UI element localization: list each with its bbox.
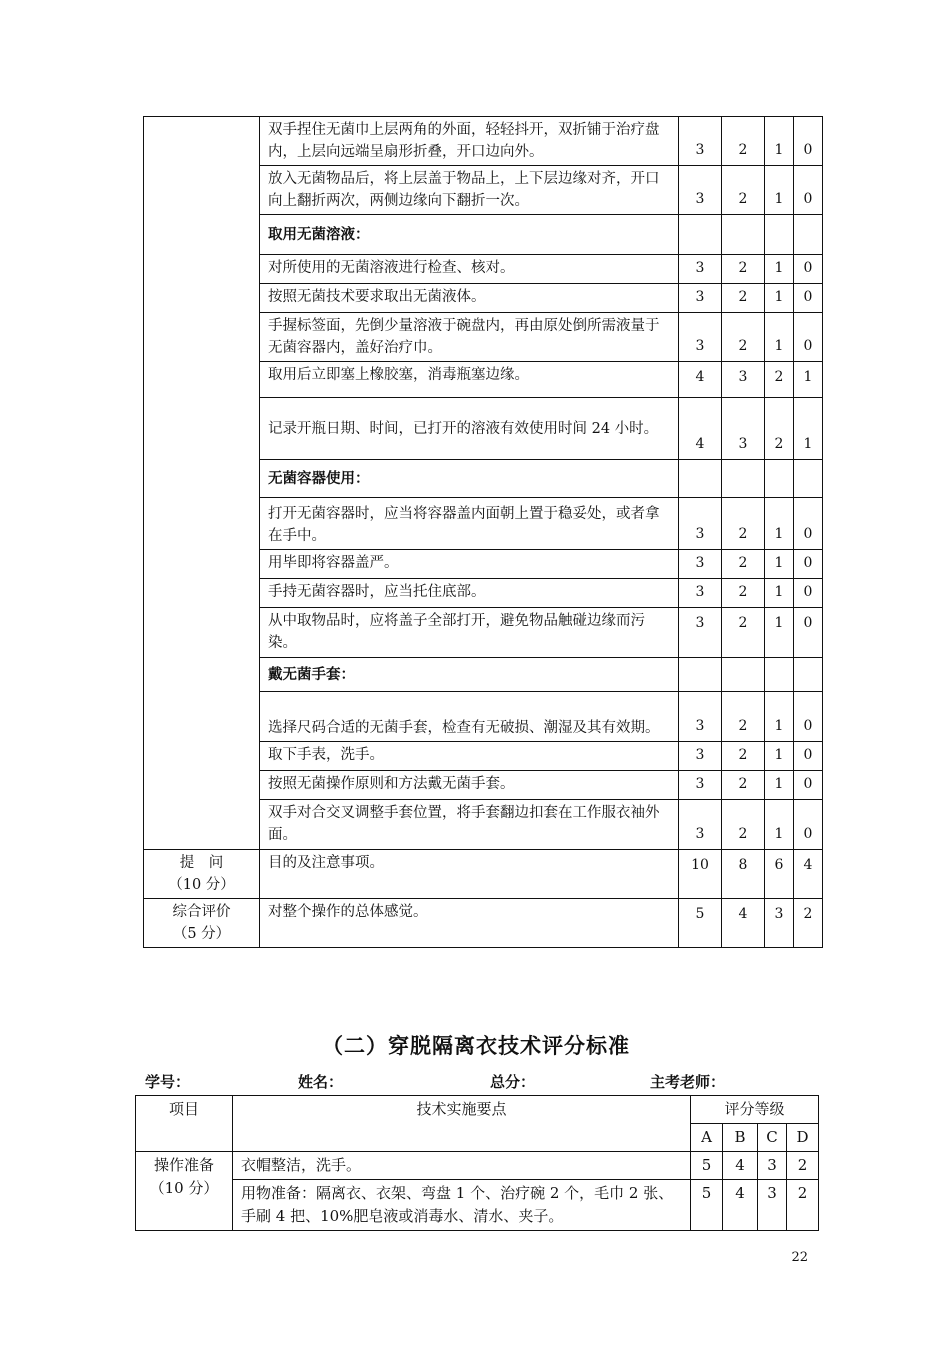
score-c: 3 xyxy=(758,1152,787,1180)
score-a: 3 xyxy=(679,498,722,550)
step-text: 记录开瓶日期、时间，已打开的溶液有效使用时间 24 小时。 xyxy=(260,398,679,460)
score-c: 2 xyxy=(765,362,794,398)
section-title: （二）穿脱隔离衣技术评分标准 xyxy=(322,1033,630,1058)
score-a: 3 xyxy=(679,800,722,850)
step-text: 从中取物品时，应将盖子全部打开，避免物品触碰边缘而污染。 xyxy=(260,608,679,658)
score-c: 1 xyxy=(765,550,794,579)
score-d: 1 xyxy=(794,398,823,460)
step-text: 取下手表，洗手。 xyxy=(260,742,679,771)
step-text: 手持无菌容器时，应当托住底部。 xyxy=(260,579,679,608)
score-b: 2 xyxy=(722,608,765,658)
score-c: 1 xyxy=(765,771,794,800)
score-b: 2 xyxy=(722,255,765,284)
category-points: （10 分） xyxy=(168,877,235,893)
score-b: 8 xyxy=(722,850,765,899)
section-heading: 无菌容器使用： xyxy=(260,460,679,498)
step-text: 用物准备：隔离衣、衣架、弯盘 1 个、治疗碗 2 个，毛巾 2 张、手刷 4 把、10%肥皂液或消毒水、清水、夹子。 xyxy=(233,1180,691,1231)
score-d: 0 xyxy=(794,608,823,658)
table-row xyxy=(136,1180,819,1231)
category-cell xyxy=(136,1152,233,1231)
step-text: 双手捏住无菌巾上层两角的外面，轻轻抖开，双折铺于治疗盘内，上层向远端呈扇形折叠，开口边向外。 xyxy=(260,117,679,166)
grade-b: B xyxy=(723,1124,758,1152)
score-b: 2 xyxy=(722,800,765,850)
score-b: 2 xyxy=(722,579,765,608)
score-c: 1 xyxy=(765,742,794,771)
isolation-gown-score-table xyxy=(135,1095,819,1231)
step-text: 目的及注意事项。 xyxy=(260,850,679,899)
header-row xyxy=(136,1096,819,1124)
score-b: 4 xyxy=(723,1180,758,1231)
score-d: 0 xyxy=(794,771,823,800)
score-b: 2 xyxy=(722,742,765,771)
step-text: 对所使用的无菌溶液进行检查、核对。 xyxy=(260,255,679,284)
score-b: 3 xyxy=(722,398,765,460)
score-b: 2 xyxy=(722,284,765,313)
overall-category xyxy=(144,899,260,948)
score-c: 1 xyxy=(765,284,794,313)
score-d: 0 xyxy=(794,498,823,550)
score-a: 5 xyxy=(691,1152,723,1180)
step-text: 选择尺码合适的无菌手套，检查有无破损、潮湿及其有效期。 xyxy=(260,692,679,742)
score-c: 3 xyxy=(758,1180,787,1231)
score-b: 2 xyxy=(722,692,765,742)
score-a: 5 xyxy=(679,899,722,948)
score-c: 2 xyxy=(765,398,794,460)
score-d: 0 xyxy=(794,284,823,313)
step-text: 衣帽整洁，洗手。 xyxy=(233,1152,691,1180)
score-b: 2 xyxy=(722,313,765,362)
table-row xyxy=(144,117,823,166)
score-a: 3 xyxy=(679,255,722,284)
score-b: 2 xyxy=(722,550,765,579)
section-heading: 戴无菌手套： xyxy=(260,658,679,692)
score-a: 4 xyxy=(679,362,722,398)
score-a: 5 xyxy=(691,1180,723,1231)
score-c: 1 xyxy=(765,117,794,166)
score-d: 2 xyxy=(794,899,823,948)
sterile-technique-score-table xyxy=(143,116,823,948)
step-text: 取用后立即塞上橡胶塞，消毒瓶塞边缘。 xyxy=(260,362,679,398)
category-label: 综合评价 xyxy=(172,904,231,920)
step-text: 用毕即将容器盖严。 xyxy=(260,550,679,579)
score-b: 4 xyxy=(723,1152,758,1180)
score-b: 2 xyxy=(722,117,765,166)
score-d: 0 xyxy=(794,117,823,166)
header-grade: 评分等级 xyxy=(691,1096,819,1124)
grade-a: A xyxy=(691,1124,723,1152)
score-d: 0 xyxy=(794,255,823,284)
score-c: 1 xyxy=(765,608,794,658)
score-a: 3 xyxy=(679,313,722,362)
score-d: 4 xyxy=(794,850,823,899)
score-a: 3 xyxy=(679,550,722,579)
score-c: 6 xyxy=(765,850,794,899)
score-d: 1 xyxy=(794,362,823,398)
score-b: 4 xyxy=(722,899,765,948)
score-a: 3 xyxy=(679,166,722,215)
score-c: 1 xyxy=(765,313,794,362)
category-points: （10 分） xyxy=(149,1179,219,1197)
step-text: 手握标签面，先倒少量溶液于碗盘内，再由原处倒所需液量于无菌容器内，盖好治疗巾。 xyxy=(260,313,679,362)
score-d: 0 xyxy=(794,313,823,362)
step-text: 打开无菌容器时，应当将容器盖内面朝上置于稳妥处，或者拿在手中。 xyxy=(260,498,679,550)
step-text: 按照无菌技术要求取出无菌液体。 xyxy=(260,284,679,313)
step-text: 放入无菌物品后，将上层盖于物品上，上下层边缘对齐，开口向上翻折两次，两侧边缘向下翻折一次。 xyxy=(260,166,679,215)
examiner-label: 主考老师： xyxy=(650,1073,726,1091)
question-row xyxy=(144,850,823,899)
score-c: 1 xyxy=(765,800,794,850)
score-c: 1 xyxy=(765,166,794,215)
score-d: 0 xyxy=(794,742,823,771)
score-b: 2 xyxy=(722,771,765,800)
grade-d: D xyxy=(787,1124,819,1152)
header-points: 技术实施要点 xyxy=(233,1096,691,1152)
score-c: 1 xyxy=(765,692,794,742)
category-label: 操作准备 xyxy=(153,1156,214,1174)
page-number: 22 xyxy=(791,1250,808,1265)
score-b: 2 xyxy=(722,166,765,215)
total-score-label: 总分： xyxy=(490,1073,536,1091)
score-a: 3 xyxy=(679,771,722,800)
score-b: 2 xyxy=(722,498,765,550)
score-d: 0 xyxy=(794,579,823,608)
score-b: 3 xyxy=(722,362,765,398)
category-cell-empty xyxy=(144,117,260,850)
score-a: 3 xyxy=(679,742,722,771)
score-a: 10 xyxy=(679,850,722,899)
score-d: 0 xyxy=(794,166,823,215)
step-text: 双手对合交叉调整手套位置，将手套翻边扣套在工作服衣袖外面。 xyxy=(260,800,679,850)
score-a: 3 xyxy=(679,284,722,313)
score-a: 4 xyxy=(679,398,722,460)
score-a: 3 xyxy=(679,117,722,166)
score-c: 1 xyxy=(765,498,794,550)
step-text: 按照无菌操作原则和方法戴无菌手套。 xyxy=(260,771,679,800)
score-c: 3 xyxy=(765,899,794,948)
name-label: 姓名： xyxy=(298,1073,344,1091)
score-c: 1 xyxy=(765,255,794,284)
score-a: 3 xyxy=(679,608,722,658)
score-c: 1 xyxy=(765,579,794,608)
score-a: 3 xyxy=(679,692,722,742)
score-d: 0 xyxy=(794,800,823,850)
question-category xyxy=(144,850,260,899)
student-number-label: 学号： xyxy=(145,1073,191,1091)
table-row xyxy=(136,1152,819,1180)
overall-row xyxy=(144,899,823,948)
score-d: 2 xyxy=(787,1180,819,1231)
score-d: 0 xyxy=(794,550,823,579)
section-heading: 取用无菌溶液： xyxy=(260,215,679,255)
grade-c: C xyxy=(758,1124,787,1152)
category-label: 提 问 xyxy=(179,855,224,871)
header-item: 项目 xyxy=(136,1096,233,1152)
score-d: 2 xyxy=(787,1152,819,1180)
score-a: 3 xyxy=(679,579,722,608)
category-points: （5 分） xyxy=(172,926,231,942)
step-text: 对整个操作的总体感觉。 xyxy=(260,899,679,948)
score-d: 0 xyxy=(794,692,823,742)
